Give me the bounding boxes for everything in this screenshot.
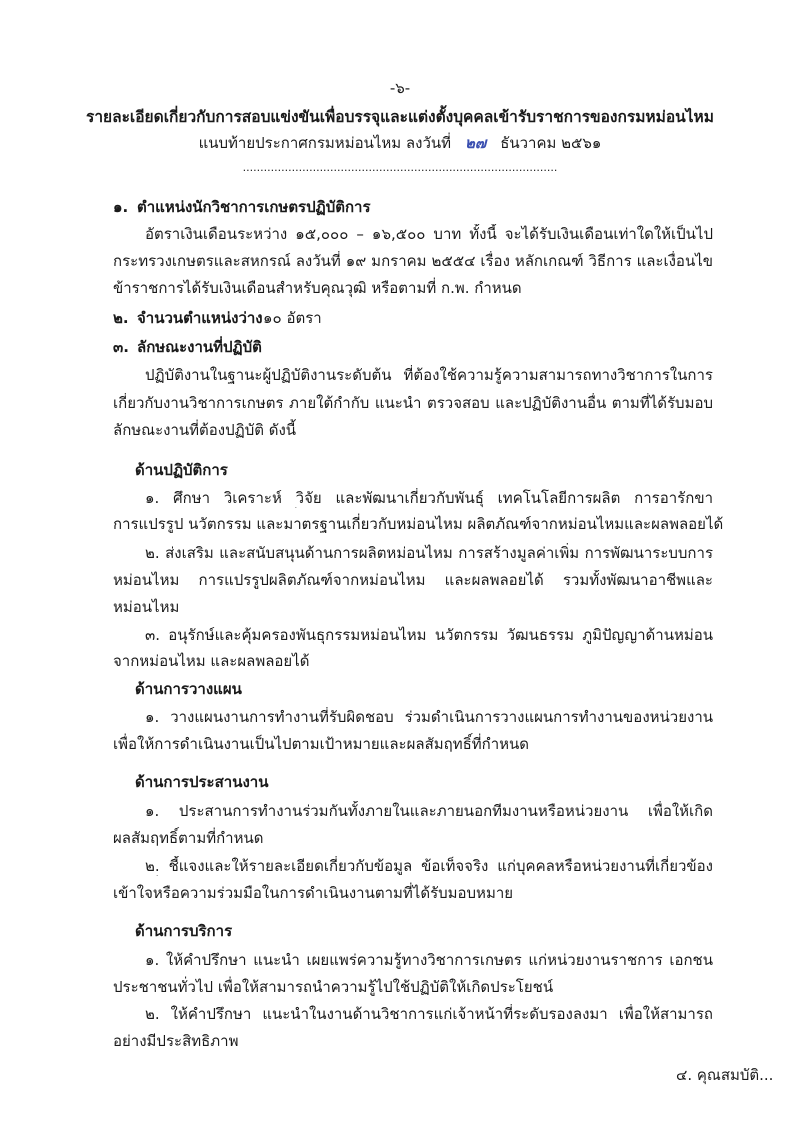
separator-dots: .......................................................................................... <box>242 161 558 174</box>
section-title: จำนวนตำแหน่งว่าง <box>137 309 263 327</box>
list-line: ๑. ประสานการทำงานร่วมกันทั้งภายในและภายนอกทีมงานหรือหน่วยงาน เพื่อให้เกิด <box>145 802 713 820</box>
list-line: ๒. ชี้แจงและให้รายละเอียดเกี่ยวกับข้อมูล ข้อเท็จจริง แก่บุคคลหรือหน่วยงานที่เกี่ยวข้อง <box>145 857 713 875</box>
handwritten-day: ๒๗ <box>465 134 487 152</box>
list-line: จากหม่อนไหม และผลพลอยได้ <box>113 652 310 670</box>
section-number: ๑. <box>113 198 129 216</box>
subtitle-month-year: ธันวาคม ๒๕๖๑ <box>500 134 602 152</box>
paragraph-line: อัตราเงินเดือนระหว่าง ๑๕,๐๐๐ – ๑๖,๕๐๐ บาท ทั้งนี้ จะได้รับเงินเดือนเท่าใดให้เป็นไป <box>145 225 713 243</box>
list-line: อย่างมีประสิทธิภาพ <box>113 1032 239 1050</box>
list-line: ๑. ให้คำปรึกษา แนะนำ เผยแพร่ความรู้ทางวิชาการเกษตร แก่หน่วยงานราชการ เอกชน <box>145 951 713 969</box>
paragraph-line: เกี่ยวกับงานวิชาการเกษตร ภายใต้กำกับ แนะนำ ตรวจสอบ และปฏิบัติงานอื่น ตามที่ได้รับมอบ <box>113 394 713 412</box>
list-line: ๓. อนุรักษ์และคุ้มครองพันธุกรรมหม่อนไหม นวัตกรรม วัฒนธรรม ภูมิปัญญาด้านหม่อน <box>145 626 713 644</box>
list-line: เพื่อให้การดำเนินงานเป็นไปตามเป้าหมายและผลสัมฤทธิ์ที่กำหนด <box>113 735 530 753</box>
paragraph-line: กระทรวงเกษตรและสหกรณ์ ลงวันที่ ๑๙ มกราคม ๒๕๕๔ เรื่อง หลักเกณฑ์ วิธีการ และเงื่อนไข <box>113 252 713 270</box>
paragraph-line: ข้าราชการได้รับเงินเดือนสำหรับคุณวุฒิ หรือตามที่ ก.พ. กำหนด <box>113 279 522 297</box>
subheading-planning: ด้านการวางแผน <box>135 680 242 698</box>
list-line: ๑. วางแผนงานการทำงานที่รับผิดชอบ ร่วมดำเนินการวางแผนการทำงานของหน่วยงาน <box>145 708 713 726</box>
list-line: ๒. ให้คำปรึกษา แนะนำในงานด้านวิชาการแก่เจ้าหน้าที่ระดับรองลงมา เพื่อให้สามารถ <box>145 1005 713 1023</box>
paragraph-line: ลักษณะงานที่ต้องปฏิบัติ ดังนี้ <box>113 421 297 439</box>
list-line: ผลสัมฤทธิ์ตามที่กำหนด <box>113 829 264 847</box>
section-title: ลักษณะงานที่ปฏิบัติ <box>137 338 262 356</box>
list-line: หม่อนไหม การแปรรูปผลิตภัณฑ์จากหม่อนไหม และผลพลอยได้ รวมทั้งพัฒนาอาชีพและ <box>113 571 713 589</box>
subheading-operations: ด้านปฏิบัติการ <box>135 461 228 479</box>
list-line: การแปรรูป นวัตกรรม และมาตรฐานเกี่ยวกับหม่อนไหม ผลิตภัณฑ์จากหม่อนไหมและผลพลอยได้ <box>113 515 724 533</box>
list-line: เข้าใจหรือความร่วมมือในการดำเนินงานตามที่ได้รับมอบหมาย <box>113 884 514 902</box>
paragraph-line: ปฏิบัติงานในฐานะผู้ปฏิบัติงานระดับต้น ที่ต้องใช้ความรู้ความสามารถทางวิชาการในการ <box>145 366 713 384</box>
list-line: ๒. ส่งเสริม และสนับสนุนด้านการผลิตหม่อนไหม การสร้างมูลค่าเพิ่ม การพัฒนาระบบการ <box>145 544 713 562</box>
subheading-coordination: ด้านการประสานงาน <box>135 773 269 791</box>
vacancy-count: ๑๐ อัตรา <box>263 309 322 327</box>
section-number: ๒. <box>113 309 129 327</box>
continuation-note: ๔. คุณสมบัติ... <box>676 1066 774 1084</box>
section-2-heading <box>113 308 713 328</box>
list-line: ๑. ศึกษา วิเคราะห์ วิจัย และพัฒนาเกี่ยวกับพันธุ์ เทคโนโลยีการผลิต การอารักขา <box>145 489 713 507</box>
list-line: ประชาชนทั่วไป เพื่อให้สามารถนำความรู้ไปใช้ปฏิบัติให้เกิดประโยชน์ <box>113 978 554 996</box>
section-3-heading <box>113 337 713 357</box>
page-number: -๖- <box>389 79 411 97</box>
section-number: ๓. <box>113 338 129 356</box>
subtitle-prefix: แนบท้ายประกาศกรมหม่อนไหม ลงวันที่ <box>198 134 452 152</box>
section-title: ตำแหน่งนักวิชาการเกษตรปฏิบัติการ <box>137 198 371 216</box>
document-title: รายละเอียดเกี่ยวกับการสอบแข่งขันเพื่อบรรจุและแต่งตั้งบุคคลเข้ารับราชการของกรมหม่อนไหม <box>86 108 714 126</box>
list-line: หม่อนไหม <box>113 598 180 616</box>
section-1-heading <box>113 197 713 217</box>
document-subtitle <box>0 133 800 153</box>
subheading-service: ด้านการบริการ <box>135 922 233 940</box>
